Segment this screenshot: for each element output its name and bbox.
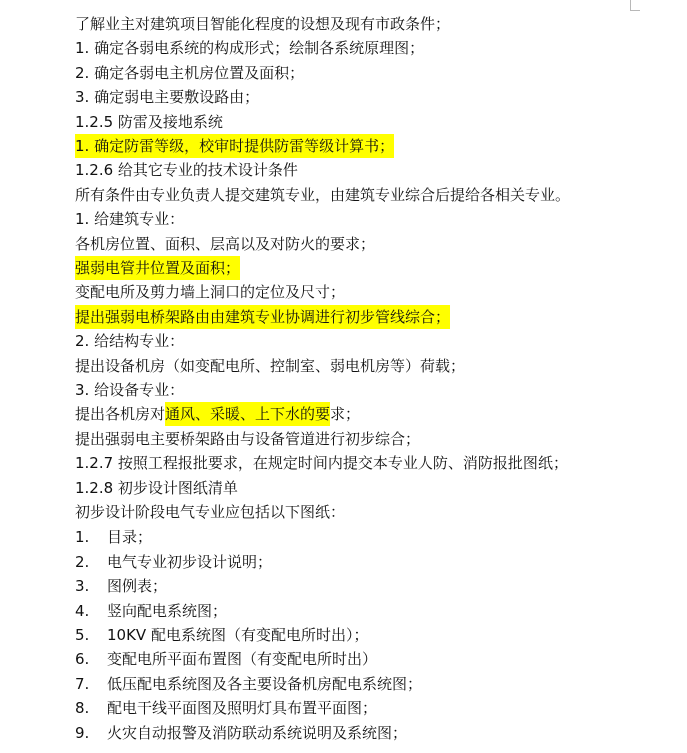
text-segment: 1.2.5 防雷及接地系统 bbox=[75, 112, 223, 131]
list-item-text: 图例表； bbox=[107, 577, 168, 596]
paragraph-line bbox=[75, 12, 450, 36]
paragraph-line bbox=[75, 158, 298, 182]
list-number: 4. bbox=[75, 601, 90, 620]
paragraph-line bbox=[75, 134, 394, 158]
list-number: 1. bbox=[75, 528, 90, 547]
paragraph-line bbox=[75, 354, 465, 378]
text-segment: 3. 确定弱电主要敷设路由； bbox=[75, 88, 260, 107]
drawing-list-item bbox=[75, 623, 368, 647]
paragraph-line bbox=[75, 500, 345, 524]
drawing-list-item bbox=[75, 550, 272, 574]
list-number: 2. bbox=[75, 552, 90, 571]
list-item-text: 目录； bbox=[107, 528, 153, 547]
text-segment: 提出设备机房（如变配电所、控制室、弱电机房等）荷载； bbox=[75, 356, 466, 375]
paragraph-line bbox=[75, 110, 223, 134]
list-item-text: 配电干线平面图及照明灯具布置平面图； bbox=[107, 699, 378, 718]
list-item-text: 低压配电系统图及各主要设备机房配电系统图； bbox=[107, 674, 423, 693]
list-item-text: 火灾自动报警及消防联动系统说明及系统图； bbox=[107, 723, 408, 742]
text-segment: 变配电所及剪力墙上洞口的定位及尺寸； bbox=[75, 283, 346, 302]
paragraph-line bbox=[75, 280, 345, 304]
paragraph-line bbox=[75, 232, 375, 256]
text-segment: 提出强弱电主要桥架路由与设备管道进行初步综合； bbox=[75, 429, 421, 448]
paragraph-line bbox=[75, 207, 184, 231]
list-number: 6. bbox=[75, 650, 90, 669]
paragraph-line bbox=[75, 85, 259, 109]
paragraph-line bbox=[75, 329, 184, 353]
paragraph-line bbox=[75, 378, 184, 402]
text-segment: 提出各机房对 bbox=[75, 405, 166, 424]
highlighted-text: 通风、采暖、上下水的要 bbox=[165, 402, 330, 426]
paragraph-line bbox=[75, 305, 450, 329]
drawing-list-item bbox=[75, 574, 167, 598]
paragraph-line bbox=[75, 183, 570, 207]
drawing-list-item bbox=[75, 721, 407, 745]
text-segment: 所有条件由专业负责人提交建筑专业，由建筑专业综合后提给各相关专业。 bbox=[75, 185, 571, 204]
text-segment: 2. 给结构专业： bbox=[75, 332, 185, 351]
list-number: 7. bbox=[75, 674, 90, 693]
text-segment: 1.2.8 初步设计图纸清单 bbox=[75, 478, 238, 497]
drawing-list-item bbox=[75, 599, 227, 623]
margin-corner-mark bbox=[630, 10, 640, 11]
list-number: 5. bbox=[75, 626, 90, 644]
text-segment: 3. 给设备专业： bbox=[75, 381, 185, 399]
text-segment: 各机房位置、面积、层高以及对防火的要求； bbox=[75, 234, 376, 253]
margin-corner-mark bbox=[630, 0, 631, 10]
paragraph-line bbox=[75, 256, 240, 280]
highlighted-text: 提出强弱电桥架路由由建筑专业协调进行初步管线综合； bbox=[75, 305, 450, 329]
text-segment: 1.2.7 按照工程报批要求，在规定时间内提交本专业人防、消防报批图纸； bbox=[75, 454, 568, 473]
paragraph-line bbox=[75, 427, 420, 451]
paragraph-line bbox=[75, 476, 238, 500]
text-segment: 1. 确定各弱电系统的构成形式；绘制各系统原理图； bbox=[75, 39, 425, 58]
paragraph-line bbox=[75, 451, 568, 475]
list-number: 8. bbox=[75, 699, 90, 718]
list-item-text: 竖向配电系统图； bbox=[107, 601, 228, 620]
paragraph-line bbox=[75, 36, 424, 60]
drawing-list-item bbox=[75, 696, 377, 720]
list-item-text: 10KV 配电系统图（有变配电所时出）； bbox=[107, 626, 369, 644]
text-segment: 初步设计阶段电气专业应包括以下图纸： bbox=[75, 503, 346, 521]
text-segment: 求； bbox=[330, 405, 361, 424]
list-number: 3. bbox=[75, 577, 90, 596]
drawing-list-item bbox=[75, 647, 377, 671]
paragraph-line bbox=[75, 402, 360, 426]
highlighted-text: 1. 确定防雷等级，校审时提供防雷等级计算书； bbox=[75, 134, 394, 158]
text-segment: 1. 给建筑专业： bbox=[75, 210, 185, 229]
text-segment: 2. 确定各弱电主机房位置及面积； bbox=[75, 63, 305, 82]
paragraph-line bbox=[75, 61, 304, 85]
list-item-text: 变配电所平面布置图（有变配电所时出） bbox=[107, 650, 378, 669]
text-segment: 1.2.6 给其它专业的技术设计条件 bbox=[75, 161, 298, 180]
list-item-text: 电气专业初步设计说明； bbox=[107, 552, 273, 571]
drawing-list-item bbox=[75, 525, 152, 549]
drawing-list-item bbox=[75, 672, 422, 696]
highlighted-text: 强弱电管井位置及面积； bbox=[75, 256, 240, 280]
text-segment: 了解业主对建筑项目智能化程度的设想及现有市政条件； bbox=[75, 15, 451, 33]
list-number: 9. bbox=[75, 723, 90, 742]
